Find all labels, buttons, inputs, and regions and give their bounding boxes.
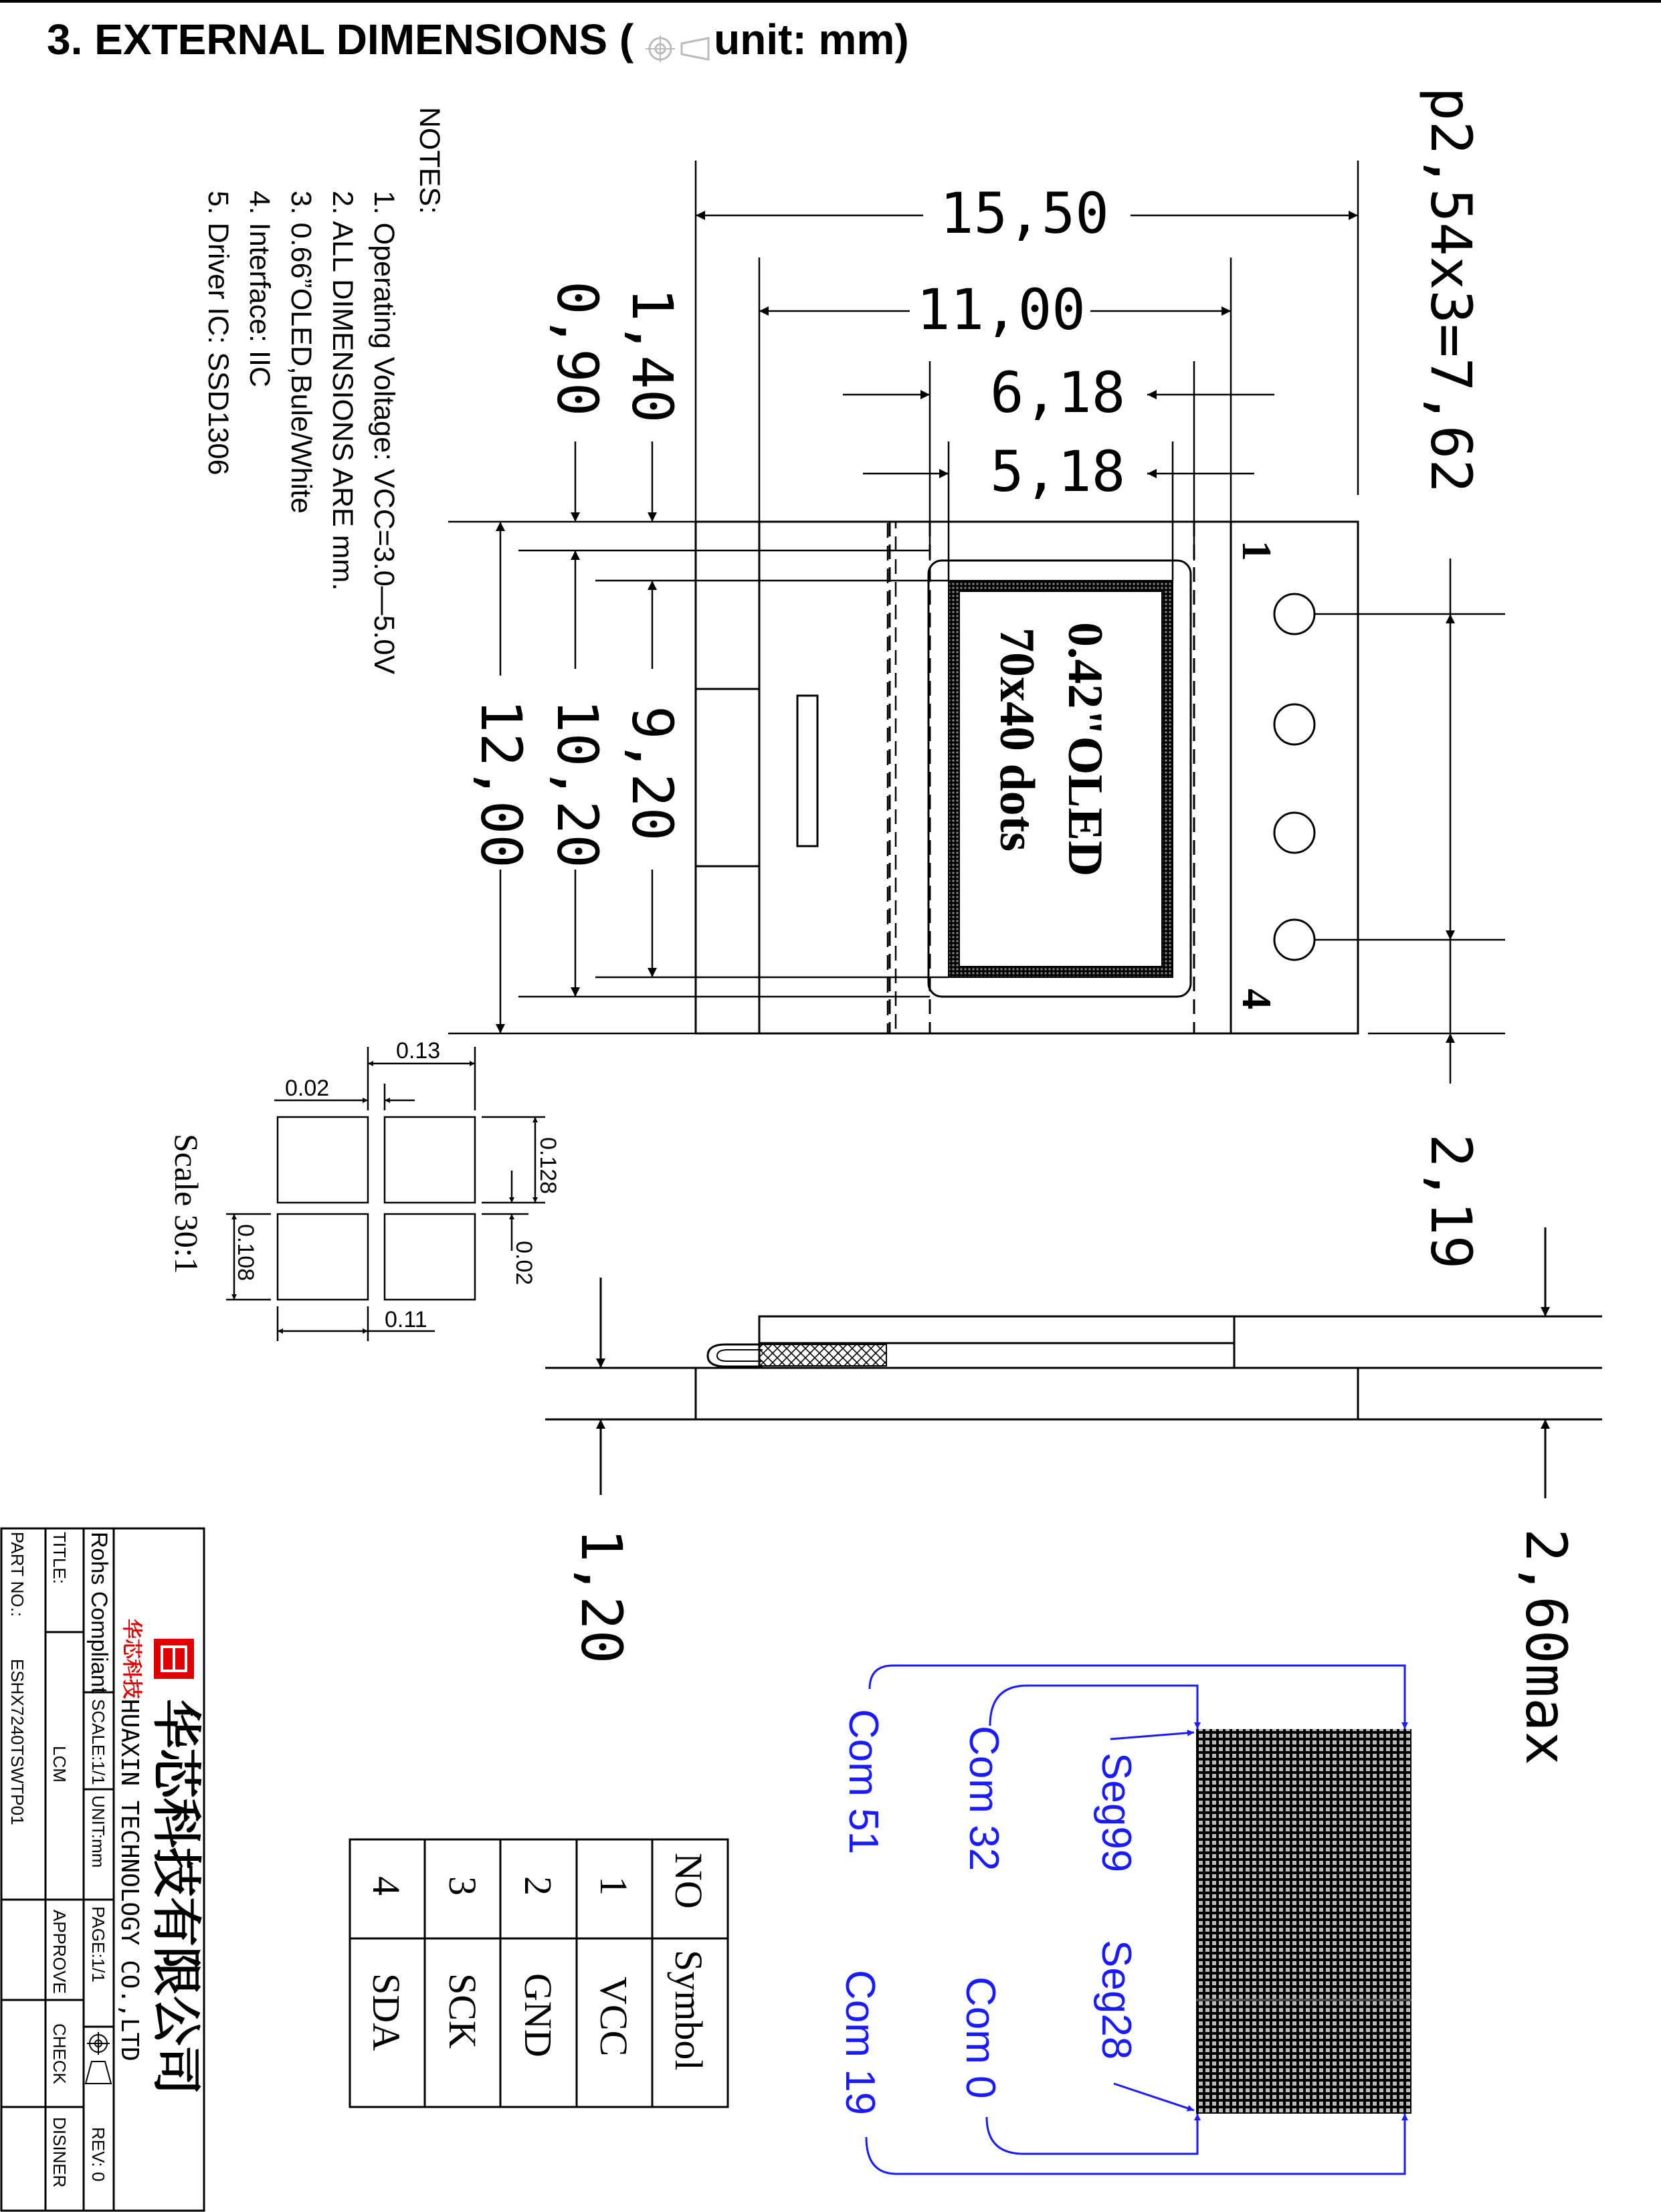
pin-table-no-4: 4 <box>365 1876 408 1896</box>
pixel-cell <box>278 1214 368 1300</box>
dim-height-9-20: 9,20 <box>619 706 685 841</box>
rohs-label: Rohs Compliant <box>86 1532 112 1694</box>
company-name-cn: 华芯科技有限公司 <box>147 1699 205 2095</box>
part-no-value: ESHX7240TSWTP01 <box>7 1659 27 1825</box>
pixel-map <box>837 1666 1411 2174</box>
side-flex-hatch <box>759 1344 886 1366</box>
pin-table-sym-1: VCC <box>592 1977 636 2057</box>
pin-table-header-symbol: Symbol <box>667 1950 710 2071</box>
pin-hole-1 <box>1274 594 1314 634</box>
flex-connector-slot <box>797 696 817 846</box>
pixel-dim-0-108: 0.108 <box>233 1224 258 1282</box>
projection-symbol-icon <box>86 2032 111 2084</box>
company-logo <box>154 1639 194 1679</box>
note-2: 2. ALL DIMENSIONS ARE mm. <box>326 191 359 591</box>
pin-table-sym-2: GND <box>516 1973 560 2057</box>
company-logo-text: 华芯科技 <box>120 1619 143 1699</box>
section-title-prefix: 3. EXTERNAL DIMENSIONS ( <box>47 15 634 64</box>
dim-width-15-50: 15,50 <box>940 181 1109 246</box>
label-seg28: Seg28 <box>1093 1940 1139 2060</box>
side-pcb <box>696 1368 1358 1419</box>
title-label: TITLE: <box>50 1532 70 1585</box>
pixel-dim-0-13: 0.13 <box>396 1038 441 1064</box>
pixel-cell <box>385 1117 475 1203</box>
dim-height-10-20: 10,20 <box>545 699 610 868</box>
note-3: 3. 0.66”OLED,Bule/White <box>285 191 317 514</box>
pixel-cell <box>385 1214 475 1300</box>
note-5: 5. Driver IC: SSD1306 <box>202 191 234 476</box>
dim-width-11-00: 11,00 <box>916 277 1086 342</box>
module-label-line2: 70x40 dots <box>989 627 1044 852</box>
module-label-line1: 0.42"OLED <box>1058 622 1112 877</box>
part-no-label: PART NO.: <box>7 1532 27 1617</box>
pixel-dim-0-11: 0.11 <box>385 1307 427 1332</box>
pin-table-sym-4: SDA <box>365 1973 408 2051</box>
pixel-detail-scale: Scale 30:1 <box>168 1134 205 1274</box>
approve-label: APPROVE <box>50 1910 70 1994</box>
scale-label: SCALE:1/1 <box>88 1699 108 1785</box>
pixel-dim-0-02-top: 0.02 <box>285 1076 330 1101</box>
unit-label: UNIT:mm <box>88 1795 108 1868</box>
side-glass-top <box>759 1316 1234 1343</box>
note-1: 1. Operating Voltage: VCC=3.0—5.0V <box>368 191 400 675</box>
dim-height-2-19: 2,19 <box>1418 1134 1484 1270</box>
label-com32: Com 32 <box>961 1726 1007 1872</box>
dim-height-1-40: 1,40 <box>619 288 685 423</box>
label-com0: Com 0 <box>957 1977 1003 2099</box>
dim-thickness-1-20: 1,20 <box>569 1528 634 1664</box>
dim-pitch: p2,54x3=7,62 <box>1418 87 1484 493</box>
pin-label-last: 4 <box>1234 989 1279 1009</box>
notes-block <box>202 107 446 674</box>
label-com51: Com 51 <box>840 1709 886 1855</box>
right-dimensions <box>1314 559 1505 1084</box>
pin-table-header-no: NO <box>667 1853 710 1909</box>
check-label: CHECK <box>50 2023 70 2085</box>
pixel-detail <box>226 1047 545 1341</box>
dim-width-6-18: 6,18 <box>990 360 1126 425</box>
section-title-suffix: unit: mm) <box>714 15 909 64</box>
company-name-en: HUAXIN TECHNOLOGY CO.,LTD <box>116 1699 143 2062</box>
pin-table-no-3: 3 <box>441 1876 484 1896</box>
label-com19: Com 19 <box>837 1970 883 2116</box>
dim-height-12-00: 12,00 <box>468 699 534 868</box>
label-seg99: Seg99 <box>1093 1752 1139 1873</box>
pin-table-sym-3: SCK <box>441 1973 484 2049</box>
pixel-grid <box>1196 1729 1411 2114</box>
pin-table-no-2: 2 <box>516 1876 560 1896</box>
notes-title: NOTES: <box>413 107 446 215</box>
pin-hole-4 <box>1274 920 1314 960</box>
pin-hole-2 <box>1274 704 1314 744</box>
dim-height-0-90: 0,90 <box>545 281 610 417</box>
page-label: PAGE:1/1 <box>88 1906 108 1983</box>
rev-label: REV: 0 <box>88 2127 108 2182</box>
pixel-cell <box>278 1117 368 1203</box>
pin-table-no-1: 1 <box>592 1876 636 1896</box>
pin-label-first: 1 <box>1234 540 1279 561</box>
dim-width-5-18: 5,18 <box>990 439 1126 504</box>
pin-hole-3 <box>1274 813 1314 853</box>
disiner-label: DISINER <box>50 2117 70 2188</box>
title-value: LCM <box>50 1746 70 1783</box>
pixel-dim-0-128: 0.128 <box>535 1137 561 1195</box>
note-4: 4. Interface: IIC <box>243 191 276 387</box>
pixel-dim-0-02-right: 0.02 <box>511 1241 536 1286</box>
dim-thickness-2-60max: 2,60max <box>1513 1528 1579 1766</box>
